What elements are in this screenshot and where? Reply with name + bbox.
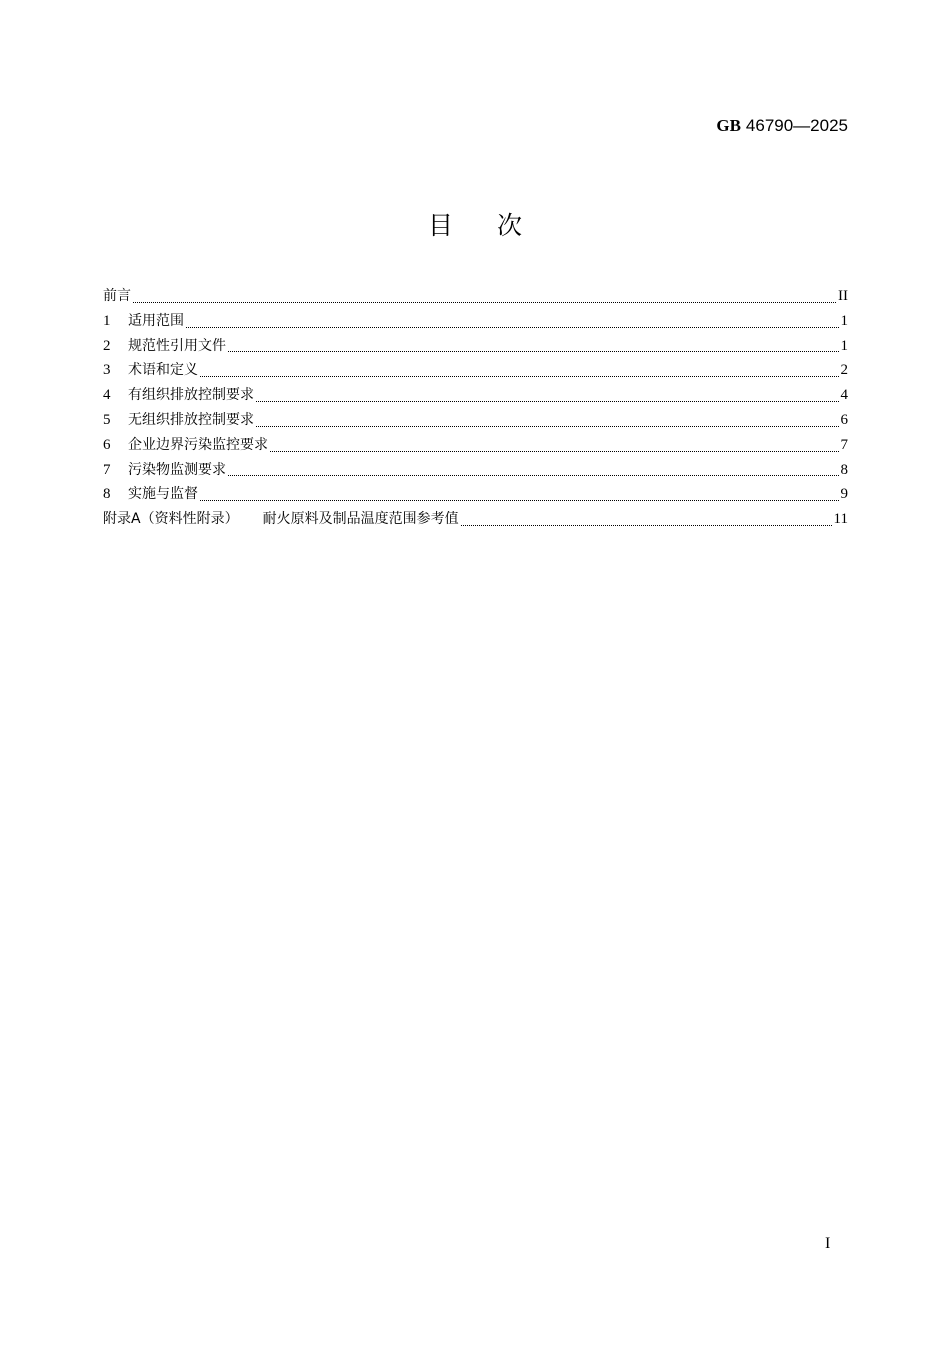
toc-entry-page: 9 bbox=[840, 486, 848, 503]
toc-leader-dots bbox=[228, 475, 839, 476]
toc-entry[interactable] bbox=[103, 460, 848, 485]
toc-leader-dots bbox=[256, 426, 839, 427]
standard-code: 46790—2025 bbox=[745, 116, 848, 135]
toc-entry-subtitle: 耐火原料及制品温度范围参考值 bbox=[262, 511, 459, 528]
toc-entry-label: 无组织排放控制要求 bbox=[128, 411, 254, 428]
page-title: 目次 bbox=[427, 211, 566, 240]
toc-entry-label: 污染物监测要求 bbox=[128, 461, 226, 478]
toc-entry-page: 4 bbox=[840, 387, 848, 404]
toc-entry-number: 4 bbox=[103, 387, 111, 404]
toc-entry-label: 企业边界污染监控要求 bbox=[128, 436, 268, 453]
standard-number bbox=[716, 116, 848, 136]
toc-entry-label: 规范性引用文件 bbox=[128, 337, 226, 354]
toc-entry-page: 8 bbox=[840, 461, 848, 478]
toc-entry-page: 2 bbox=[840, 362, 848, 379]
toc-entry-page: 6 bbox=[840, 411, 848, 428]
toc-entry-page: 7 bbox=[840, 436, 848, 453]
toc-entry-label: 附录A（资料性附录） bbox=[103, 511, 239, 528]
page-number: I bbox=[825, 1235, 831, 1252]
toc-entry[interactable] bbox=[103, 435, 848, 460]
toc-entry-number: 3 bbox=[103, 362, 111, 379]
toc-leader-dots bbox=[256, 401, 839, 402]
standard-prefix: GB bbox=[716, 116, 741, 135]
toc-entry[interactable] bbox=[103, 336, 848, 361]
toc-entry-label: 实施与监督 bbox=[128, 486, 198, 503]
toc-leader-dots bbox=[133, 302, 836, 303]
toc-entry-label: 适用范围 bbox=[128, 312, 184, 329]
toc-entry[interactable] bbox=[103, 286, 848, 311]
toc-entry-page: 11 bbox=[833, 511, 848, 528]
toc-entry-label: 术语和定义 bbox=[128, 362, 198, 379]
toc-leader-dots bbox=[200, 500, 839, 501]
toc-entry-number: 2 bbox=[103, 337, 111, 354]
toc-entry[interactable] bbox=[103, 509, 848, 534]
toc-entry-page: 1 bbox=[840, 337, 848, 354]
toc-leader-dots bbox=[186, 327, 839, 328]
toc-entry-number: 1 bbox=[103, 312, 111, 329]
toc-entry-page: II bbox=[838, 288, 848, 304]
toc-entry-label: 前言 bbox=[103, 288, 131, 304]
toc-leader-dots bbox=[461, 525, 832, 526]
toc-entry[interactable] bbox=[103, 360, 848, 385]
toc-entry-number: 6 bbox=[103, 436, 111, 453]
toc-entry[interactable] bbox=[103, 311, 848, 336]
toc-entry-number: 8 bbox=[103, 486, 111, 503]
toc-entry[interactable] bbox=[103, 484, 848, 509]
toc-leader-dots bbox=[270, 451, 839, 452]
toc-entry[interactable] bbox=[103, 410, 848, 435]
toc-leader-dots bbox=[200, 376, 839, 377]
table-of-contents bbox=[103, 286, 848, 534]
toc-entry-label: 有组织排放控制要求 bbox=[128, 387, 254, 404]
toc-entry-page: 1 bbox=[840, 312, 848, 329]
toc-entry-number: 7 bbox=[103, 461, 111, 478]
toc-leader-dots bbox=[228, 351, 839, 352]
toc-entry-number: 5 bbox=[103, 411, 111, 428]
toc-entry[interactable] bbox=[103, 385, 848, 410]
